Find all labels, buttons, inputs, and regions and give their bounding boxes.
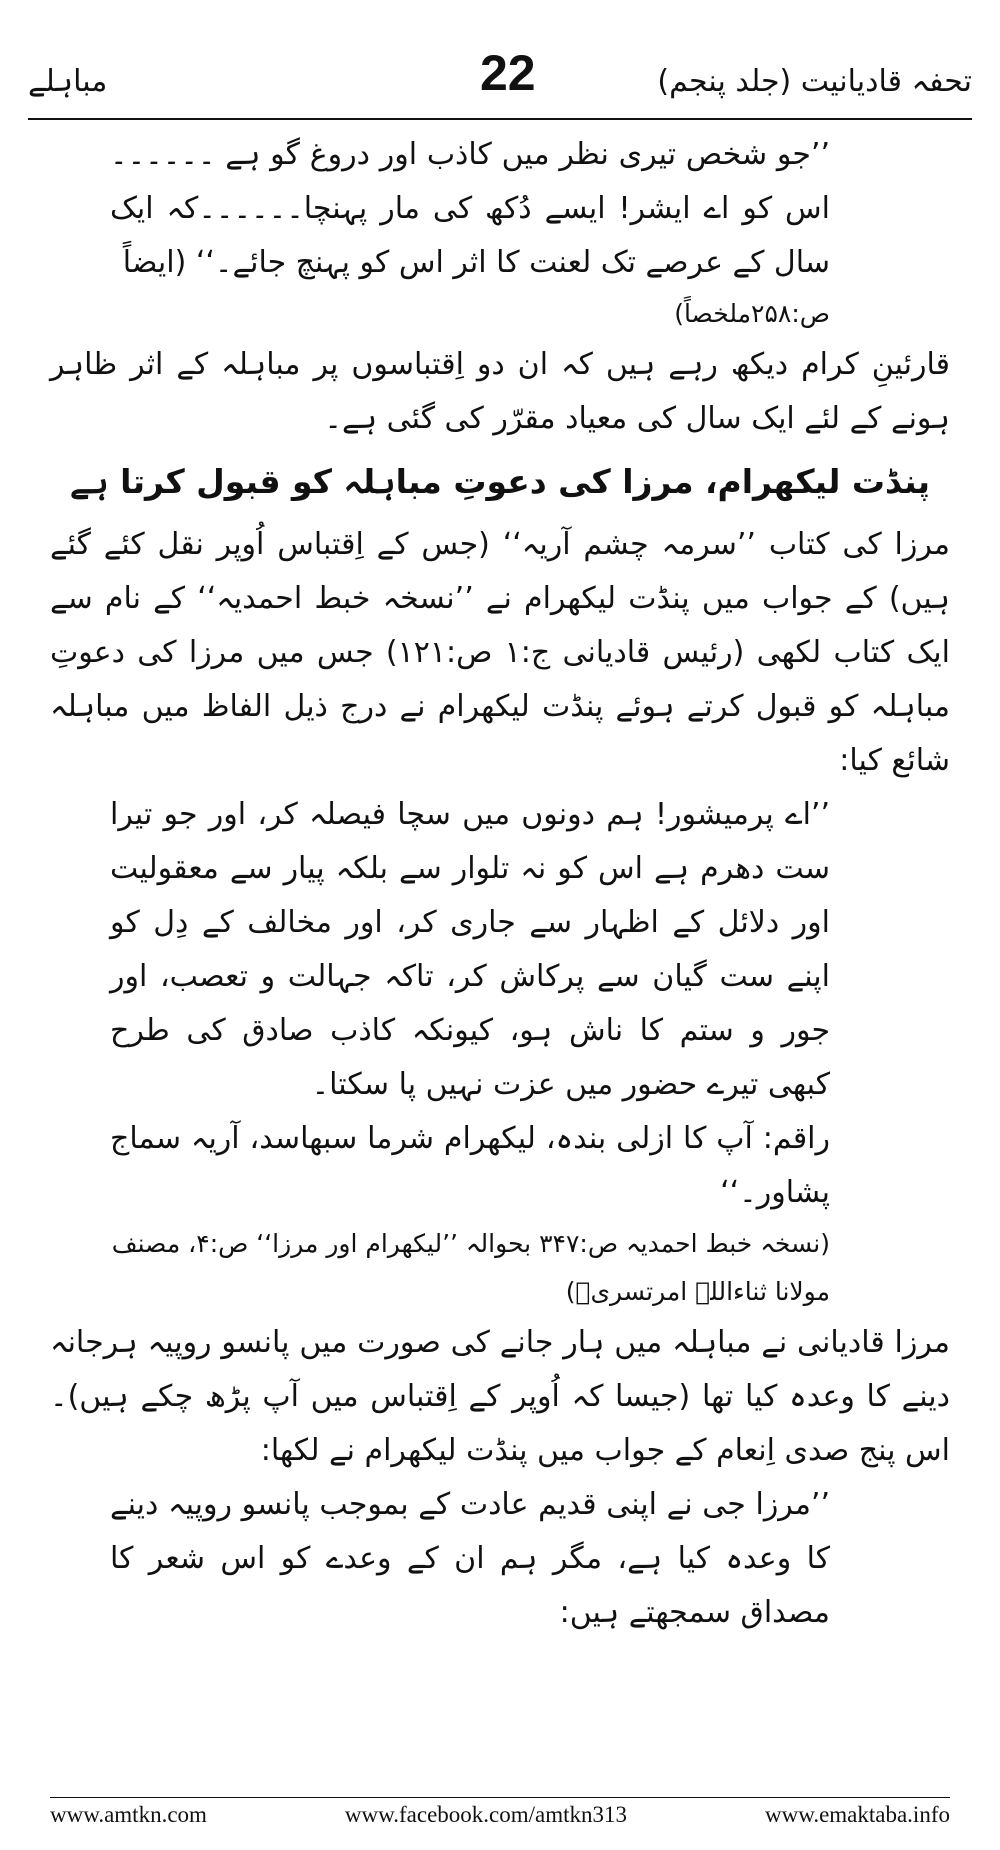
quote-block (110, 128, 830, 290)
footer-link-facebook[interactable]: www.facebook.com/amtkn313 (344, 1802, 628, 1827)
paragraph: مرزا قادیانی نے مباہلہ میں ہار جانے کی صورت میں پانسو روپیہ ہرجانہ دینے کا وعدہ کیا تھا (جیسا کہ اُوپر کے اِقتباس میں آپ پڑھ چکے ہیں)۔ اس پنج صدی اِنعام کے جواب میں پنڈت لیکھرام نے لکھا: (50, 1325, 950, 1468)
quote-signature: راقم: آپ کا ازلی بندہ، لیکھرام شرما سبھاسد، آریہ سماج پشاور۔‘‘ (110, 1121, 830, 1210)
footer-link-emaktaba[interactable]: www.emaktaba.info (764, 1802, 950, 1827)
quote-block: ’’اے پرمیشور! ہم دونوں میں سچا فیصلہ کر، اور جو تیرا ست دھرم ہے اس کو نہ تلوار سے بلکہ پیار سے معقولیت اور دلائل کے اظہار سے جاری کر، اور مخالف کے دِل کو اپنے ست گیان سے پرکاش کر، تاکہ جہالت و تعصب، اور جور و ستم کا ناش ہو، کیونکہ کاذب صادق کی طرح کبھی تیرے حضور میں عزت نہیں پا سکتا۔ (110, 797, 830, 1102)
paragraph: مرزا کی کتاب ’’سرمہ چشم آریہ‘‘ (جس کے اِقتباس اُوپر نقل کئے گئے ہیں) کے جواب میں پنڈت لیکھرام نے ’’نسخہ خبط احمدیہ‘‘ کے نام سے ایک کتاب لکھی (رئیس قادیانی ج:۱ ص:۱۲۱) جس میں مرزا کی دعوتِ مباہلہ کو قبول کرتے ہوئے پنڈت لیکھرام نے درج ذیل الفاظ میں مباہلہ شائع کیا: (50, 527, 950, 778)
quote-block: ’’مرزا جی نے اپنی قدیم عادت کے بموجب پانسو روپیہ دینے کا وعدہ کیا ہے، مگر ہم ان کے وعدے کو اس شعر کا مصداق سمجھتے ہیں: (110, 1487, 830, 1630)
quote-reference: ص:۲۵۸ملخصاً) (674, 299, 830, 328)
quote-reference: (نسخہ خبط احمدیہ ص:۳۴۷ بحوالہ ’’لیکھرام اور مرزا‘‘ ص:۴، مصنف مولانا ثناءاللہ امرتسریؒ) (111, 1229, 830, 1306)
footer-divider (50, 1797, 950, 1798)
chapter-title: مباہلے (28, 64, 108, 99)
page-number: 22 (480, 45, 536, 101)
quote-reference-inline: (ایضاً (122, 245, 187, 280)
quote-text: ’’جو شخص تیری نظر میں کاذب اور دروغ گو ہے ۔۔۔۔۔۔اس کو اے ایشر! ایسے دُکھ کی مار پہنچا۔۔۔۔۔۔کہ ایک سال کے عرصے تک لعنت کا اثر اس کو پہنچ جائے۔‘‘ (110, 137, 830, 280)
header-divider (28, 118, 972, 120)
section-heading: پنڈت لیکھرام، مرزا کی دعوتِ مباہلہ کو قبول کرتا ہے (70, 462, 930, 501)
page-header (28, 44, 972, 114)
page-footer (50, 1802, 950, 1838)
book-title: تحفہ قادیانیت (جلد پنجم) (657, 64, 972, 99)
paragraph: قارئینِ کرام دیکھ رہے ہیں کہ ان دو اِقتباسوں پر مباہلہ کے اثر ظاہر ہونے کے لئے ایک سال کی معیاد مقرّر کی گئی ہے۔ (50, 347, 950, 436)
footer-link-amtkn[interactable]: www.amtkn.com (50, 1802, 207, 1827)
page-body (50, 128, 950, 1640)
